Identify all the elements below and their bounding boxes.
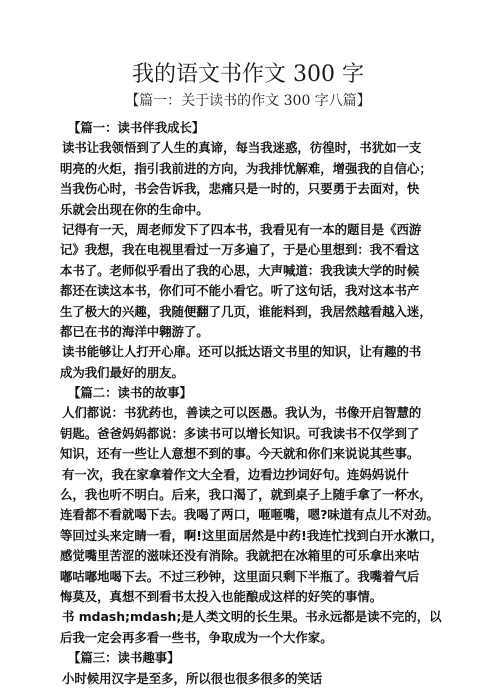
document-subtitle: 【篇一：关于读书的作文 300 字八篇】 <box>125 93 371 109</box>
paragraph-line: 乐就会出现在你的生命中。 <box>60 201 209 217</box>
paragraph-line: 书 mdash;mdash;是人类文明的长生果。书永远都是读不完的，以 <box>62 609 442 625</box>
paragraph-line: 感觉嘴里苦涩的滋味还没有消除。我就把在冰箱里的可乐拿出来咕 <box>60 548 420 564</box>
paragraph-line: 人们都说：书犹药也，善读之可以医愚。我认为，书像开启智慧的 <box>62 405 422 421</box>
paragraph-line: 嘟咕嘟地喝下去。不过三秒钟，这里面只剩下半瓶了。我嘴着气后 <box>60 568 420 584</box>
paragraph-line: 悔莫及，真想不到看书太投入也能酿成这样的好笑的事情。 <box>60 588 383 604</box>
section-heading: 【篇三：读书趣事】 <box>68 650 180 666</box>
paragraph-line: 么，我也听不明白。后来，我口渴了，就到桌子上随手拿了一杯水， <box>60 487 432 503</box>
paragraph-line: 钥匙。爸爸妈妈都说：多读书可以增长知识。可我读书不仅学到了 <box>60 425 420 441</box>
paragraph-line: 小时候用汉字是至多，所以很也很多很多的笑话 <box>62 670 323 686</box>
paragraph-line: 生了极大的兴趣，我随便翻了几页，谁能料到，我居然越看越入迷， <box>60 303 432 319</box>
paragraph-line: 记得有一天，周老师发下了四本书，我看见有一本的题目是《西游 <box>62 221 422 237</box>
section-heading: 【篇二：读书的故事】 <box>68 385 192 401</box>
document-body <box>60 118 444 689</box>
section-heading: 【篇一：读书伴我成长】 <box>68 120 205 135</box>
paragraph-line: 成为我们最好的朋友。 <box>60 364 184 380</box>
paragraph-line: 记》我想，我在电视里看过一万多遍了，于是心里想到：我不看这 <box>60 242 420 258</box>
paragraph-line: 知识，还有一些让人意想不到的事。今天就和你们来说说其些事。 <box>60 446 420 462</box>
paragraph-line: 有一次，我在家拿着作文大全看，边看边抄词好句。连妈妈说什 <box>62 466 409 482</box>
paragraph-line: 后我一定会再多看一些书，争取成为一个大作家。 <box>60 629 333 645</box>
paragraph-line: 本书了。老师似乎看出了我的心思，大声喊道：我我读大学的时候 <box>60 262 420 278</box>
paragraph-line: 都已在书的海洋中翱游了。 <box>60 323 209 339</box>
paragraph-line: 都还在读这本书，你们可不能小看它。听了这句话，我对这本书产 <box>60 283 420 299</box>
paragraph-line: 明亮的火炬，指引我前进的方向，为我排忧解难，增强我的自信心； <box>60 160 432 176</box>
paragraph-line: 读书让我领悟到了人生的真谛，每当我迷惑，彷徨时，书犹如一支 <box>62 140 422 156</box>
paragraph-line: 连看都不看就喝下去。我喝了两口，咂咂嘴，嗯?味道有点儿不对劲。 <box>60 507 439 523</box>
paragraph-line: 读书能够让人打开心扉。还可以抵达语文书里的知识，让有趣的书 <box>62 344 422 360</box>
document-title: 我的语文书作文 300 字 <box>132 62 364 87</box>
paragraph-line: 当我伤心时，书会告诉我，悲痛只是一时的，只要勇于去面对，快 <box>60 181 420 197</box>
paragraph-line: 等回过头来定睛一看，啊!这里面居然是中药!我连忙找到白开水漱口， <box>60 527 444 543</box>
